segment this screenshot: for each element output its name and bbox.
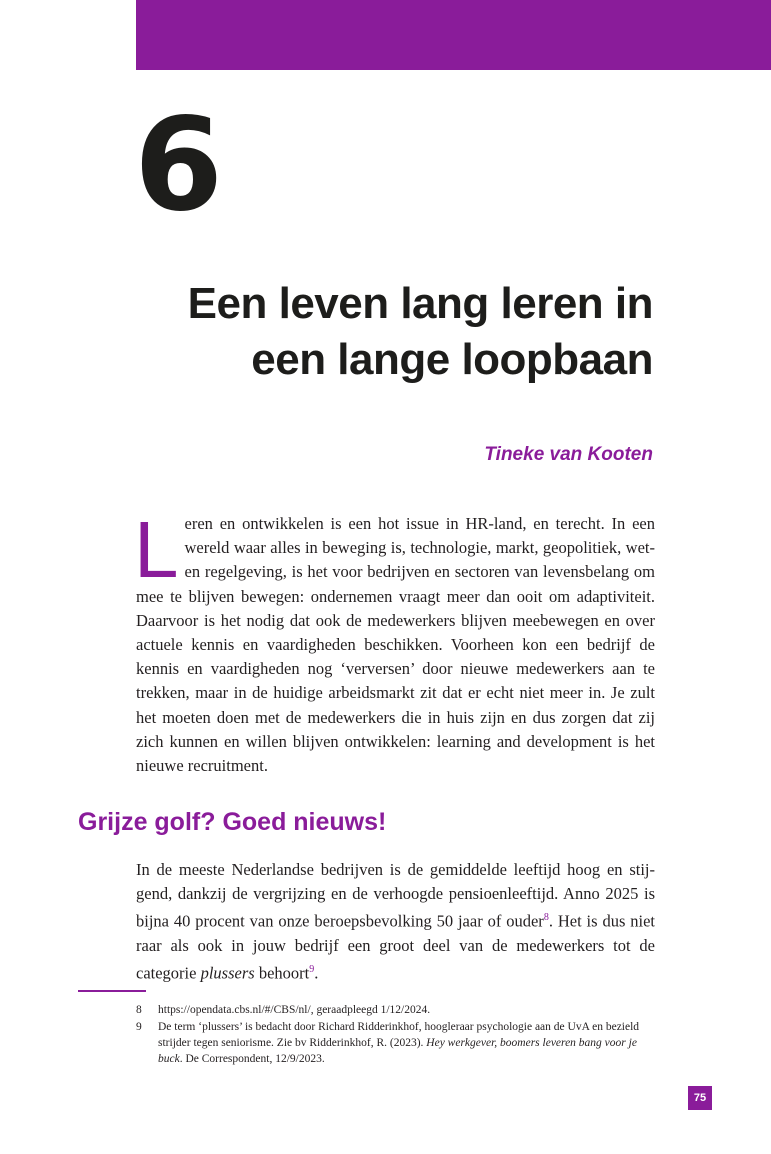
page-number: 75	[688, 1086, 712, 1110]
chapter-title-line-2: een lange loopbaan	[251, 335, 653, 384]
footnote-9	[136, 1019, 655, 1067]
footnote-number: 8	[136, 1004, 142, 1016]
footnote-8	[136, 1002, 655, 1018]
section-heading: Grijze golf? Goed nieuws!	[78, 808, 387, 836]
intro-paragraph	[134, 505, 655, 778]
footnote-text-part-1: De term ‘plussers’ is bedacht door Richard Ridderinkhof, hoogleraar psychologie aan de UvA en bezield strijder tegen seniorisme. Zie bv Ridderinkhof, R. (2023).	[158, 1021, 640, 1049]
body-text-part-1: In de meeste Nederlandse bedrijven is de gemiddelde leeftijd hoog en stijgend, dankzij de vergrijzing en de verhoogde pensioenleeftijd. Anno 2025 is bijna 40 procent van onze beroepsbevolking 50 jaar of ouder	[136, 860, 655, 931]
footnote-number: 9	[136, 1021, 142, 1033]
drop-cap: L	[134, 505, 179, 594]
intro-text: eren en ontwikkelen is een hot issue in HR-land, en terecht. In een wereld waar alles in beweging is, technologie, markt, geopolitiek, weten regelgeving, is het voor bedrijven en sectoren van levensbelang om mee te blijven bewegen: ondernemen vraagt meer dan ooit om adaptiviteit. Daarvoor is het nodig dat ook de medewerkers blijven meebewegen en over actuele kennis en vaardigheden beschikken. Voorheen kon een bedrijf de kennis en vaardigheden nog ‘verversen’ door nieuwe medewerkers aan te trekken, maar in de huidige arbeidsmarkt zit dat er echt niet meer in. Je zult het moeten doen met de medewerkers die in huis zijn en dus zorgen dat zij zich kunnen en willen blijven ontwikkelen: learning and development is het nieuwe recruitment.	[136, 514, 655, 776]
body-text-part-2: . Het is dus niet raar als ook in jouw bedrijf een groot deel van de medewerkers tot de categorie	[136, 911, 655, 983]
footnote-text-part-2: . De Correspondent, 12/9/2023.	[179, 1053, 325, 1065]
body-text-end: .	[314, 963, 319, 983]
chapter-color-bar	[136, 0, 771, 70]
footnote-text: https://opendata.cbs.nl/#/CBS/nl/, geraadpleegd 1/12/2024.	[158, 1004, 431, 1016]
body-paragraph	[136, 858, 655, 986]
body-text-part-3: behoort	[254, 963, 310, 983]
chapter-number: 6	[134, 91, 220, 240]
chapter-title	[93, 276, 653, 388]
footnotes	[136, 1002, 655, 1068]
chapter-title-line-1: Een leven lang leren in	[187, 279, 653, 328]
body-text-italic: plussers	[200, 963, 255, 983]
chapter-author: Tineke van Kooten	[484, 444, 653, 465]
footnote-text-italic: Hey werkgever, boomers leveren bang voor je buck	[158, 1037, 637, 1065]
footnote-ref-8[interactable]: 8	[543, 912, 549, 924]
footnote-ref-9[interactable]: 9	[309, 964, 315, 976]
footnote-separator	[78, 990, 146, 992]
